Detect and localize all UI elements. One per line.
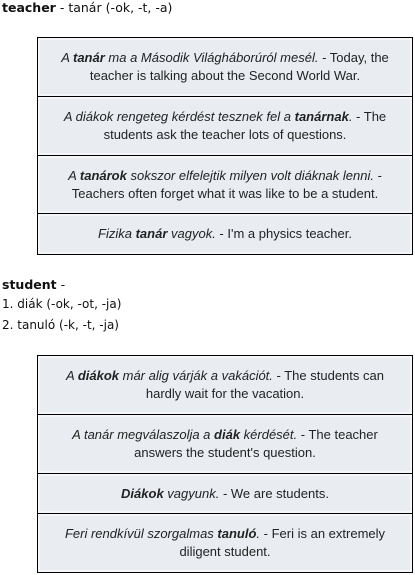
- example-keyword: diákok: [77, 368, 120, 383]
- example-hu-text: ma a Második Világháborúról mesél.: [104, 50, 319, 65]
- example-en-text: - Feri is an extremely diligent student.: [179, 526, 386, 559]
- example-hu-text: vagyunk.: [163, 485, 220, 501]
- example-en-text: - Today, the teacher is talking about the Second World War.: [89, 50, 389, 83]
- student-example-row: [38, 415, 412, 474]
- student-heading: [2, 277, 65, 292]
- student-example-row: [38, 356, 412, 415]
- student-word: student: [2, 277, 57, 292]
- example-keyword: diák: [214, 427, 241, 442]
- example-en-text: - The students ask the teacher lots of questions.: [103, 109, 387, 142]
- teacher-example-row: [38, 156, 412, 214]
- example-en-text: - Teachers often forget what it was like to be a student.: [71, 167, 382, 201]
- example-hu-text: sokszor elfelejtik milyen volt diáknak lenni.: [126, 167, 374, 183]
- example-hu-text: kérdését.: [240, 427, 298, 442]
- student-separator: -: [56, 277, 66, 292]
- example-hu-text: vagyok.: [167, 226, 216, 241]
- example-hu-text: .: [348, 109, 353, 124]
- teacher-example-row: [38, 214, 412, 254]
- student-examples-table: [37, 355, 413, 573]
- example-en-text: - The teacher answers the student's question.: [134, 427, 378, 460]
- student-example-row: [38, 514, 412, 572]
- example-hu-text: A tanár megválaszolja a: [72, 427, 215, 442]
- example-keyword: tanuló: [217, 526, 257, 541]
- teacher-example-row: [38, 97, 412, 156]
- teacher-translation: tanár (-ok, -t, -a): [68, 0, 173, 15]
- student-form-1: 1. diák (-ok, -ot, -ja): [2, 297, 122, 311]
- example-en-text: - I'm a physics teacher.: [215, 226, 352, 241]
- teacher-heading: [2, 0, 172, 15]
- example-hu-text: A diákok rengeteg kérdést tesznek fel a: [63, 109, 295, 124]
- example-hu-text: A: [66, 368, 78, 383]
- example-keyword: tanárok: [79, 167, 127, 183]
- example-hu-text: A: [68, 167, 80, 183]
- teacher-separator: -: [55, 0, 69, 15]
- example-keyword: tanár: [135, 226, 168, 241]
- example-keyword: tanárnak: [294, 109, 349, 124]
- student-form-2: 2. tanuló (-k, -t, -ja): [2, 318, 119, 332]
- example-en-text: - The students can hardly wait for the vacation.: [145, 368, 384, 401]
- example-keyword: Diákok: [121, 485, 164, 501]
- example-hu-text: .: [256, 526, 261, 541]
- example-en-text: - We are students.: [219, 485, 329, 501]
- teacher-example-row: [38, 38, 412, 97]
- teacher-word: teacher: [2, 0, 56, 15]
- example-hu-text: már alig várják a vakációt.: [119, 368, 273, 383]
- example-hu-text: A: [61, 50, 73, 65]
- teacher-examples-table: [37, 37, 413, 255]
- example-hu-text: Feri rendkívül szorgalmas: [64, 526, 218, 541]
- example-keyword: tanár: [73, 50, 105, 65]
- student-example-row: [38, 474, 412, 514]
- example-hu-text: Fizika: [98, 226, 136, 241]
